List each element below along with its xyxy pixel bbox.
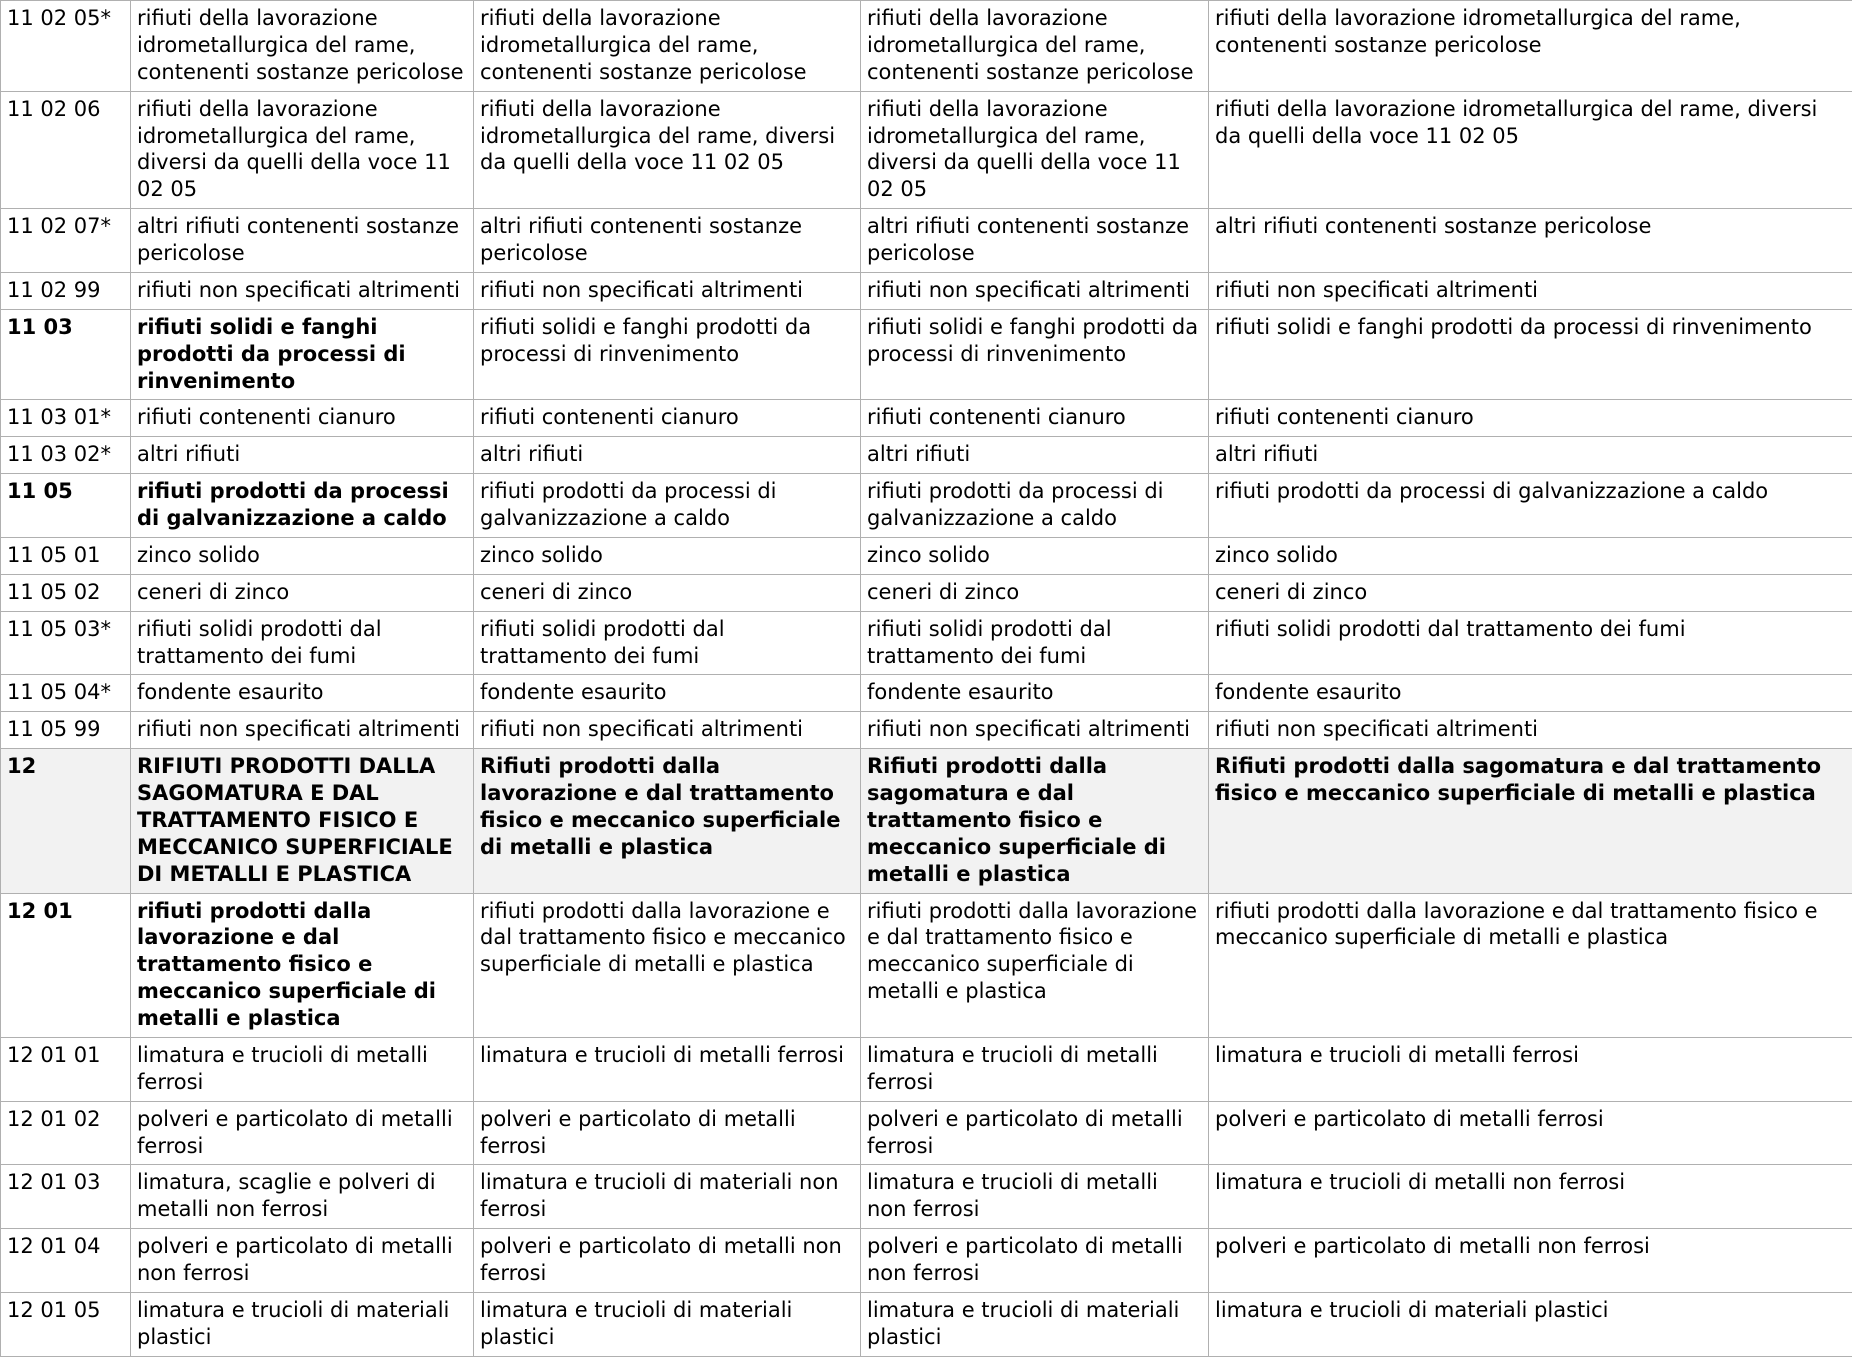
table-row	[1, 1229, 1852, 1293]
description-cell-3: limatura e trucioli di materiali plastici	[861, 1292, 1209, 1356]
waste-code-cell: 11 02 07*	[1, 209, 131, 273]
waste-code-cell: 12 01 04	[1, 1229, 131, 1293]
waste-code-cell: 12	[1, 749, 131, 893]
description-cell-2: rifiuti contenenti cianuro	[474, 400, 861, 437]
description-cell-3: Rifiuti prodotti dalla sagomatura e dal trattamento fisico e meccanico superficiale di metalli e plastica	[861, 749, 1209, 893]
description-cell-2: rifiuti non specificati altrimenti	[474, 712, 861, 749]
waste-code-cell: 11 02 99	[1, 272, 131, 309]
description-cell-1: zinco solido	[131, 537, 474, 574]
description-cell-4: rifiuti della lavorazione idrometallurgica del rame, diversi da quelli della voce 11 02 05	[1209, 91, 1852, 209]
description-cell-4: rifiuti solidi e fanghi prodotti da processi di rinvenimento	[1209, 309, 1852, 400]
table-row	[1, 309, 1852, 400]
description-cell-1: polveri e particolato di metalli ferrosi	[131, 1101, 474, 1165]
description-cell-3: fondente esaurito	[861, 675, 1209, 712]
waste-code-cell: 11 05 02	[1, 574, 131, 611]
waste-code-cell: 12 01 02	[1, 1101, 131, 1165]
description-cell-4: rifiuti non specificati altrimenti	[1209, 712, 1852, 749]
description-cell-2: altri rifiuti	[474, 437, 861, 474]
table-row	[1, 209, 1852, 273]
description-cell-3: altri rifiuti	[861, 437, 1209, 474]
description-cell-1: rifiuti della lavorazione idrometallurgica del rame, contenenti sostanze pericolose	[131, 1, 474, 92]
description-cell-3: limatura e trucioli di metalli non ferrosi	[861, 1165, 1209, 1229]
description-cell-4: polveri e particolato di metalli non ferrosi	[1209, 1229, 1852, 1293]
description-cell-2: Rifiuti prodotti dalla lavorazione e dal trattamento fisico e meccanico superficiale di metalli e plastica	[474, 749, 861, 893]
description-cell-3: rifiuti contenenti cianuro	[861, 400, 1209, 437]
description-cell-1: altri rifiuti	[131, 437, 474, 474]
description-cell-3: polveri e particolato di metalli ferrosi	[861, 1101, 1209, 1165]
description-cell-1: rifiuti solidi e fanghi prodotti da processi di rinvenimento	[131, 309, 474, 400]
table-row	[1, 437, 1852, 474]
description-cell-2: rifiuti non specificati altrimenti	[474, 272, 861, 309]
description-cell-2: limatura e trucioli di metalli ferrosi	[474, 1037, 861, 1101]
table-row	[1, 611, 1852, 675]
table-row	[1, 1292, 1852, 1356]
table-row	[1, 1037, 1852, 1101]
description-cell-1: rifiuti solidi prodotti dal trattamento dei fumi	[131, 611, 474, 675]
description-cell-4: ceneri di zinco	[1209, 574, 1852, 611]
description-cell-1: limatura, scaglie e polveri di metalli non ferrosi	[131, 1165, 474, 1229]
table-row	[1, 574, 1852, 611]
description-cell-1: rifiuti prodotti dalla lavorazione e dal trattamento fisico e meccanico superficiale di metalli e plastica	[131, 893, 474, 1037]
description-cell-4: Rifiuti prodotti dalla sagomatura e dal trattamento fisico e meccanico superficiale di metalli e plastica	[1209, 749, 1852, 893]
description-cell-4: limatura e trucioli di metalli non ferrosi	[1209, 1165, 1852, 1229]
description-cell-2: limatura e trucioli di materiali non ferrosi	[474, 1165, 861, 1229]
waste-code-cell: 12 01 05	[1, 1292, 131, 1356]
waste-code-cell: 11 03	[1, 309, 131, 400]
description-cell-4: rifiuti contenenti cianuro	[1209, 400, 1852, 437]
description-cell-1: rifiuti della lavorazione idrometallurgica del rame, diversi da quelli della voce 11 02 05	[131, 91, 474, 209]
waste-code-cell: 11 05 03*	[1, 611, 131, 675]
table-row	[1, 893, 1852, 1037]
description-cell-1: polveri e particolato di metalli non ferrosi	[131, 1229, 474, 1293]
waste-code-cell: 11 02 05*	[1, 1, 131, 92]
description-cell-2: rifiuti della lavorazione idrometallurgica del rame, contenenti sostanze pericolose	[474, 1, 861, 92]
description-cell-1: ceneri di zinco	[131, 574, 474, 611]
table-row	[1, 537, 1852, 574]
description-cell-3: polveri e particolato di metalli non ferrosi	[861, 1229, 1209, 1293]
description-cell-1: rifiuti prodotti da processi di galvanizzazione a caldo	[131, 474, 474, 538]
description-cell-2: fondente esaurito	[474, 675, 861, 712]
description-cell-1: fondente esaurito	[131, 675, 474, 712]
table-row	[1, 400, 1852, 437]
description-cell-2: altri rifiuti contenenti sostanze pericolose	[474, 209, 861, 273]
description-cell-2: rifiuti prodotti dalla lavorazione e dal trattamento fisico e meccanico superficiale di metalli e plastica	[474, 893, 861, 1037]
table-row	[1, 474, 1852, 538]
table-row	[1, 1165, 1852, 1229]
description-cell-3: ceneri di zinco	[861, 574, 1209, 611]
description-cell-1: rifiuti contenenti cianuro	[131, 400, 474, 437]
description-cell-2: zinco solido	[474, 537, 861, 574]
waste-code-cell: 11 03 02*	[1, 437, 131, 474]
waste-code-cell: 11 05 01	[1, 537, 131, 574]
description-cell-2: limatura e trucioli di materiali plastici	[474, 1292, 861, 1356]
table-row	[1, 272, 1852, 309]
table-row	[1, 749, 1852, 893]
waste-code-cell: 12 01 01	[1, 1037, 131, 1101]
description-cell-3: zinco solido	[861, 537, 1209, 574]
description-cell-3: rifiuti della lavorazione idrometallurgica del rame, diversi da quelli della voce 11 02 05	[861, 91, 1209, 209]
description-cell-4: fondente esaurito	[1209, 675, 1852, 712]
description-cell-3: rifiuti solidi prodotti dal trattamento dei fumi	[861, 611, 1209, 675]
waste-code-cell: 11 05	[1, 474, 131, 538]
description-cell-2: rifiuti solidi e fanghi prodotti da processi di rinvenimento	[474, 309, 861, 400]
table-row	[1, 1, 1852, 92]
table-row	[1, 675, 1852, 712]
description-cell-3: altri rifiuti contenenti sostanze pericolose	[861, 209, 1209, 273]
description-cell-1: limatura e trucioli di materiali plastici	[131, 1292, 474, 1356]
description-cell-1: limatura e trucioli di metalli ferrosi	[131, 1037, 474, 1101]
description-cell-4: limatura e trucioli di metalli ferrosi	[1209, 1037, 1852, 1101]
description-cell-2: ceneri di zinco	[474, 574, 861, 611]
description-cell-3: rifiuti prodotti dalla lavorazione e dal trattamento fisico e meccanico superficiale di metalli e plastica	[861, 893, 1209, 1037]
description-cell-3: rifiuti non specificati altrimenti	[861, 712, 1209, 749]
description-cell-2: rifiuti solidi prodotti dal trattamento dei fumi	[474, 611, 861, 675]
description-cell-4: rifiuti prodotti dalla lavorazione e dal trattamento fisico e meccanico superficiale di metalli e plastica	[1209, 893, 1852, 1037]
description-cell-4: rifiuti prodotti da processi di galvanizzazione a caldo	[1209, 474, 1852, 538]
description-cell-3: rifiuti solidi e fanghi prodotti da processi di rinvenimento	[861, 309, 1209, 400]
description-cell-2: polveri e particolato di metalli non ferrosi	[474, 1229, 861, 1293]
description-cell-3: rifiuti della lavorazione idrometallurgica del rame, contenenti sostanze pericolose	[861, 1, 1209, 92]
description-cell-2: polveri e particolato di metalli ferrosi	[474, 1101, 861, 1165]
description-cell-4: polveri e particolato di metalli ferrosi	[1209, 1101, 1852, 1165]
description-cell-2: rifiuti prodotti da processi di galvanizzazione a caldo	[474, 474, 861, 538]
description-cell-1: rifiuti non specificati altrimenti	[131, 272, 474, 309]
description-cell-1: altri rifiuti contenenti sostanze pericolose	[131, 209, 474, 273]
waste-code-cell: 11 05 04*	[1, 675, 131, 712]
table-row	[1, 91, 1852, 209]
description-cell-4: rifiuti della lavorazione idrometallurgica del rame, contenenti sostanze pericolose	[1209, 1, 1852, 92]
description-cell-4: rifiuti non specificati altrimenti	[1209, 272, 1852, 309]
waste-code-cell: 11 02 06	[1, 91, 131, 209]
waste-code-cell: 11 03 01*	[1, 400, 131, 437]
description-cell-2: rifiuti della lavorazione idrometallurgica del rame, diversi da quelli della voce 11 02 05	[474, 91, 861, 209]
description-cell-3: rifiuti prodotti da processi di galvanizzazione a caldo	[861, 474, 1209, 538]
description-cell-1: rifiuti non specificati altrimenti	[131, 712, 474, 749]
description-cell-1: RIFIUTI PRODOTTI DALLA SAGOMATURA E DAL TRATTAMENTO FISICO E MECCANICO SUPERFICIALE DI METALLI E PLASTICA	[131, 749, 474, 893]
table-row	[1, 1101, 1852, 1165]
table-row	[1, 712, 1852, 749]
table-body	[1, 1, 1852, 1357]
description-cell-4: limatura e trucioli di materiali plastici	[1209, 1292, 1852, 1356]
waste-code-cell: 12 01	[1, 893, 131, 1037]
description-cell-4: rifiuti solidi prodotti dal trattamento dei fumi	[1209, 611, 1852, 675]
description-cell-3: rifiuti non specificati altrimenti	[861, 272, 1209, 309]
waste-code-cell: 12 01 03	[1, 1165, 131, 1229]
description-cell-3: limatura e trucioli di metalli ferrosi	[861, 1037, 1209, 1101]
description-cell-4: altri rifiuti	[1209, 437, 1852, 474]
waste-code-cell: 11 05 99	[1, 712, 131, 749]
description-cell-4: altri rifiuti contenenti sostanze pericolose	[1209, 209, 1852, 273]
description-cell-4: zinco solido	[1209, 537, 1852, 574]
